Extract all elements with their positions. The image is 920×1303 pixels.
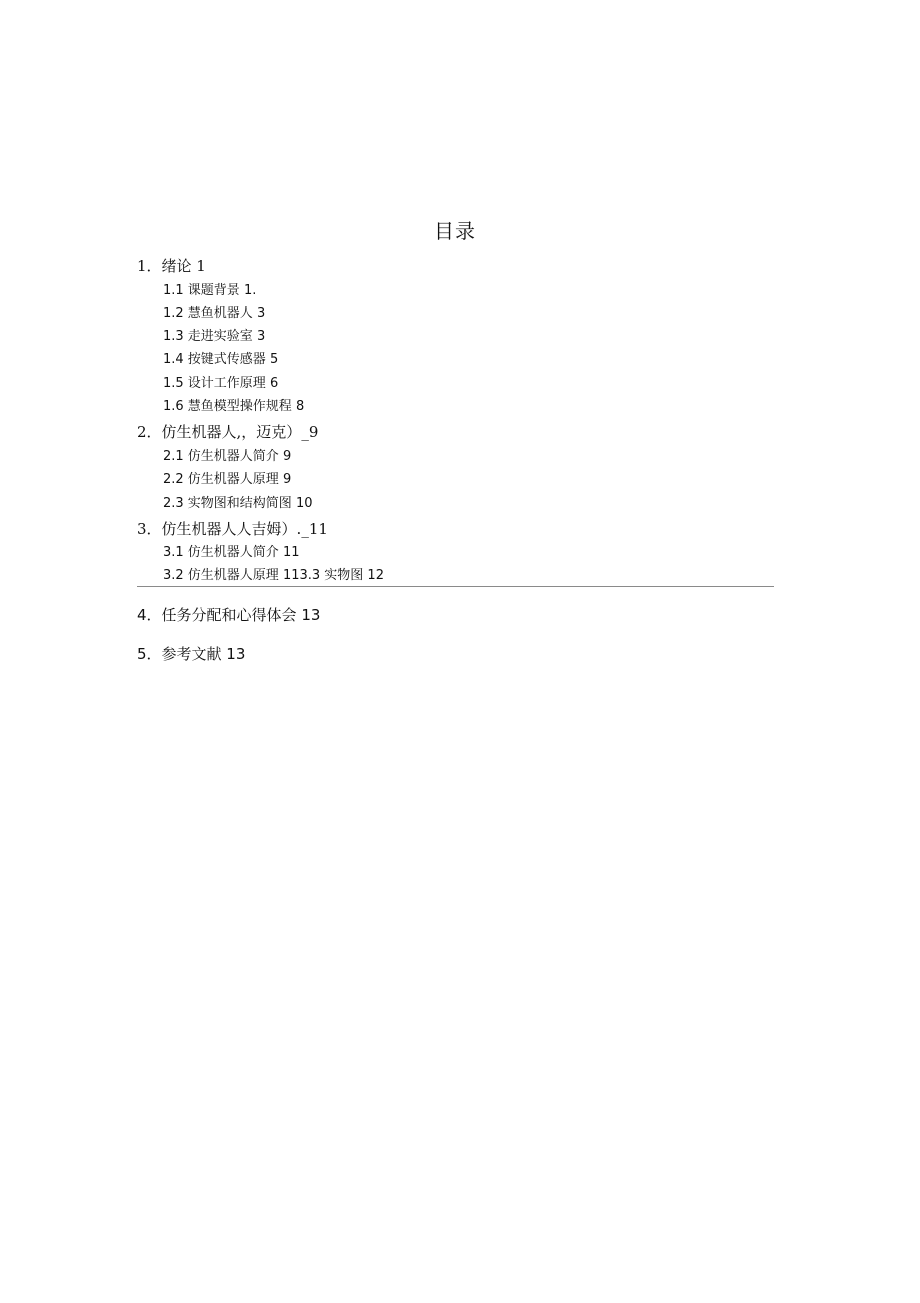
section-divider: [137, 586, 774, 587]
toc-chapter-1[interactable]: 1．绪论 1: [137, 257, 206, 275]
toc-section-1-3[interactable]: 1.3 走进实验室 3: [163, 329, 266, 344]
toc-section-3-2[interactable]: 3.2 仿生机器人原理 113.3 实物图 12: [163, 568, 384, 583]
toc-section-2-3[interactable]: 2.3 实物图和结构简图 10: [163, 496, 313, 511]
toc-chapter-5[interactable]: 5．参考文献 13: [137, 645, 246, 663]
toc-section-2-1[interactable]: 2.1 仿生机器人简介 9: [163, 449, 292, 464]
toc-section-3-1[interactable]: 3.1 仿生机器人简介 11: [163, 545, 300, 560]
toc-section-2-2[interactable]: 2.2 仿生机器人原理 9: [163, 472, 292, 487]
toc-section-1-4[interactable]: 1.4 按键式传感器 5: [163, 352, 279, 367]
toc-section-1-1[interactable]: 1.1 课题背景 1.: [163, 283, 257, 298]
page-title: 目录: [434, 219, 476, 243]
toc-section-1-5[interactable]: 1.5 设计工作原理 6: [163, 376, 279, 391]
toc-chapter-3[interactable]: 3．仿生机器人人吉姆）._11: [137, 520, 328, 538]
toc-section-1-6[interactable]: 1.6 慧鱼模型操作规程 8: [163, 399, 305, 414]
toc-chapter-4[interactable]: 4．任务分配和心得体会 13: [137, 606, 321, 624]
toc-section-1-2[interactable]: 1.2 慧鱼机器人 3: [163, 306, 266, 321]
toc-chapter-2[interactable]: 2．仿生机器人,，迈克）_9: [137, 423, 319, 441]
